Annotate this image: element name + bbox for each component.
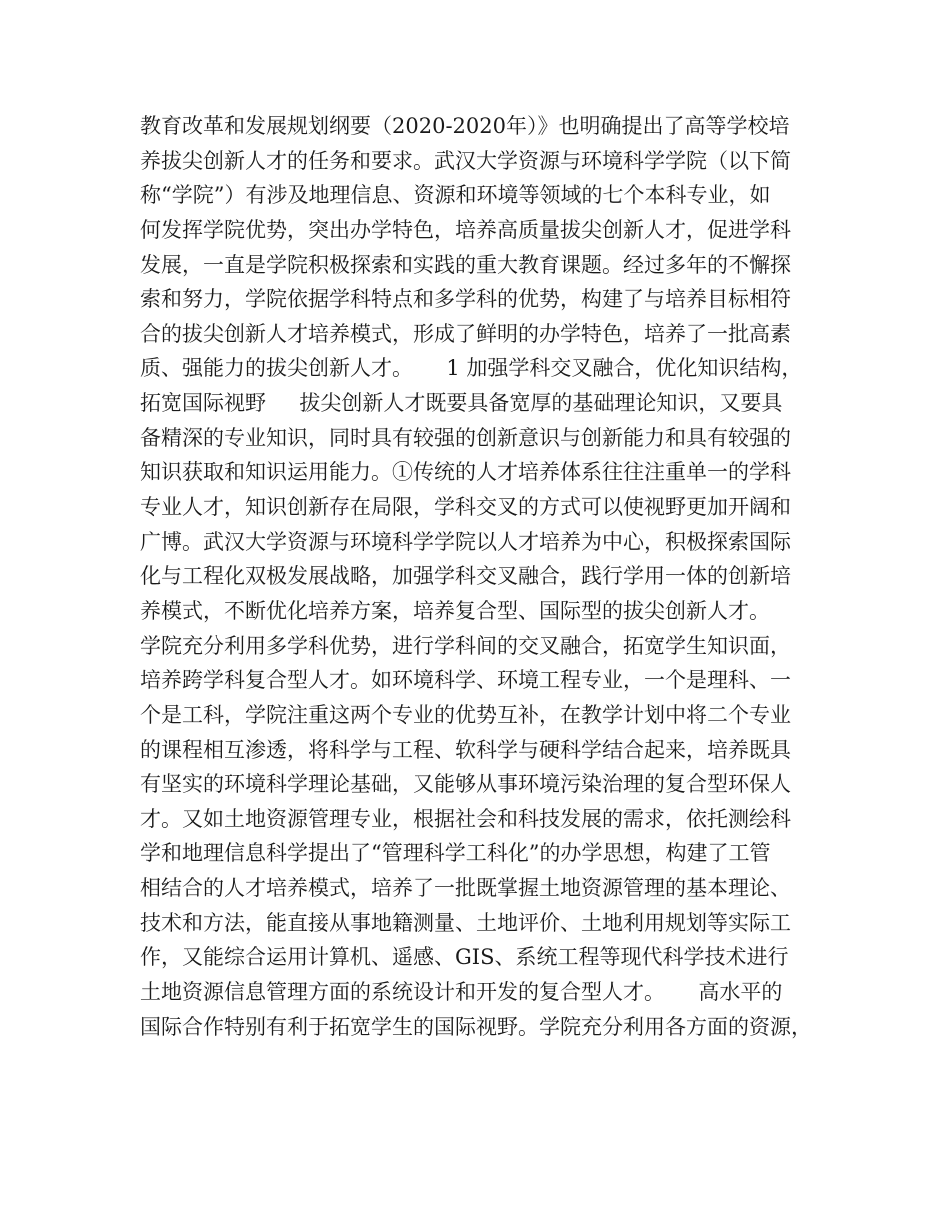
text-line: 教育改革和发展规划纲要（2020-2020年）》也明确提出了高等学校培 bbox=[140, 114, 790, 138]
text-line: 学和地理信息科学提出了“管理科学工科化”的办学思想，构建了工管 bbox=[140, 841, 771, 866]
text-line: 发展，一直是学院积极探索和实践的重大教育课题。经过多年的不懈探 bbox=[140, 252, 791, 277]
text-line: 土地资源信息管理方面的系统设计和开发的复合型人才。 高水平的 bbox=[140, 980, 783, 1005]
text-line: 有坚实的环境科学理论基础，又能够从事环境污染治理的复合型环保人 bbox=[140, 772, 791, 797]
text-line: 的课程相互渗透，将科学与工程、软科学与硬科学结合起来，培养既具 bbox=[140, 737, 791, 762]
text-line: 培养跨学科复合型人才。如环境科学、环境工程专业，一个是理科、一 bbox=[140, 668, 791, 693]
text-line: 相结合的人才培养模式，培养了一批既掌握土地资源管理的基本理论、 bbox=[140, 876, 791, 901]
text-line: 个是工科，学院注重这两个专业的优势互补，在教学计划中将二个专业 bbox=[140, 702, 791, 727]
text-line: 质、强能力的拔尖创新人才。 1 加强学科交叉融合，优化知识结构， bbox=[140, 356, 803, 381]
text-line: 拓宽国际视野 拔尖创新人才既要具备宽厚的基础理论知识，又要具 bbox=[140, 391, 783, 416]
text-line: 知识获取和知识运用能力。①传统的人才培养体系往往注重单一的学科 bbox=[140, 460, 791, 485]
text-line: 技术和方法，能直接从事地籍测量、土地评价、土地利用规划等实际工 bbox=[140, 910, 791, 935]
text-line: 何发挥学院优势，突出办学特色，培养高质量拔尖创新人才，促进学科 bbox=[140, 217, 791, 242]
text-line: 学院充分利用多学科优势，进行学科间的交叉融合，拓宽学生知识面， bbox=[140, 633, 791, 658]
text-line: 才。又如土地资源管理专业，根据社会和科技发展的需求，依托测绘科 bbox=[140, 806, 791, 831]
text-line: 养拔尖创新人才的任务和要求。武汉大学资源与环境科学学院（以下简 bbox=[140, 148, 791, 173]
text-line: 备精深的专业知识，同时具有较强的创新意识与创新能力和具有较强的 bbox=[140, 425, 791, 450]
text-line: 作，又能综合运用计算机、遥感、GIS、系统工程等现代科学技术进行 bbox=[140, 945, 789, 970]
text-line: 合的拔尖创新人才培养模式，形成了鲜明的办学特色，培养了一批高素 bbox=[140, 321, 791, 346]
text-line: 化与工程化双极发展战略，加强学科交叉融合，践行学用一体的创新培 bbox=[140, 564, 791, 589]
text-line: 养模式，不断优化培养方案，培养复合型、国际型的拔尖创新人才。 bbox=[140, 598, 770, 623]
body-text bbox=[140, 109, 830, 1044]
text-line: 称“学院”）有涉及地理信息、资源和环境等领域的七个本科专业，如 bbox=[140, 183, 771, 208]
text-line: 专业人才，知识创新存在局限，学科交叉的方式可以使视野更加开阔和 bbox=[140, 495, 791, 520]
text-line: 广博。武汉大学资源与环境科学学院以人才培养为中心，积极探索国际 bbox=[140, 529, 791, 554]
text-line: 索和努力，学院依据学科特点和多学科的优势，构建了与培养目标相符 bbox=[140, 287, 791, 312]
text-line: 国际合作特别有利于拓宽学生的国际视野。学院充分利用各方面的资源， bbox=[140, 1014, 812, 1039]
